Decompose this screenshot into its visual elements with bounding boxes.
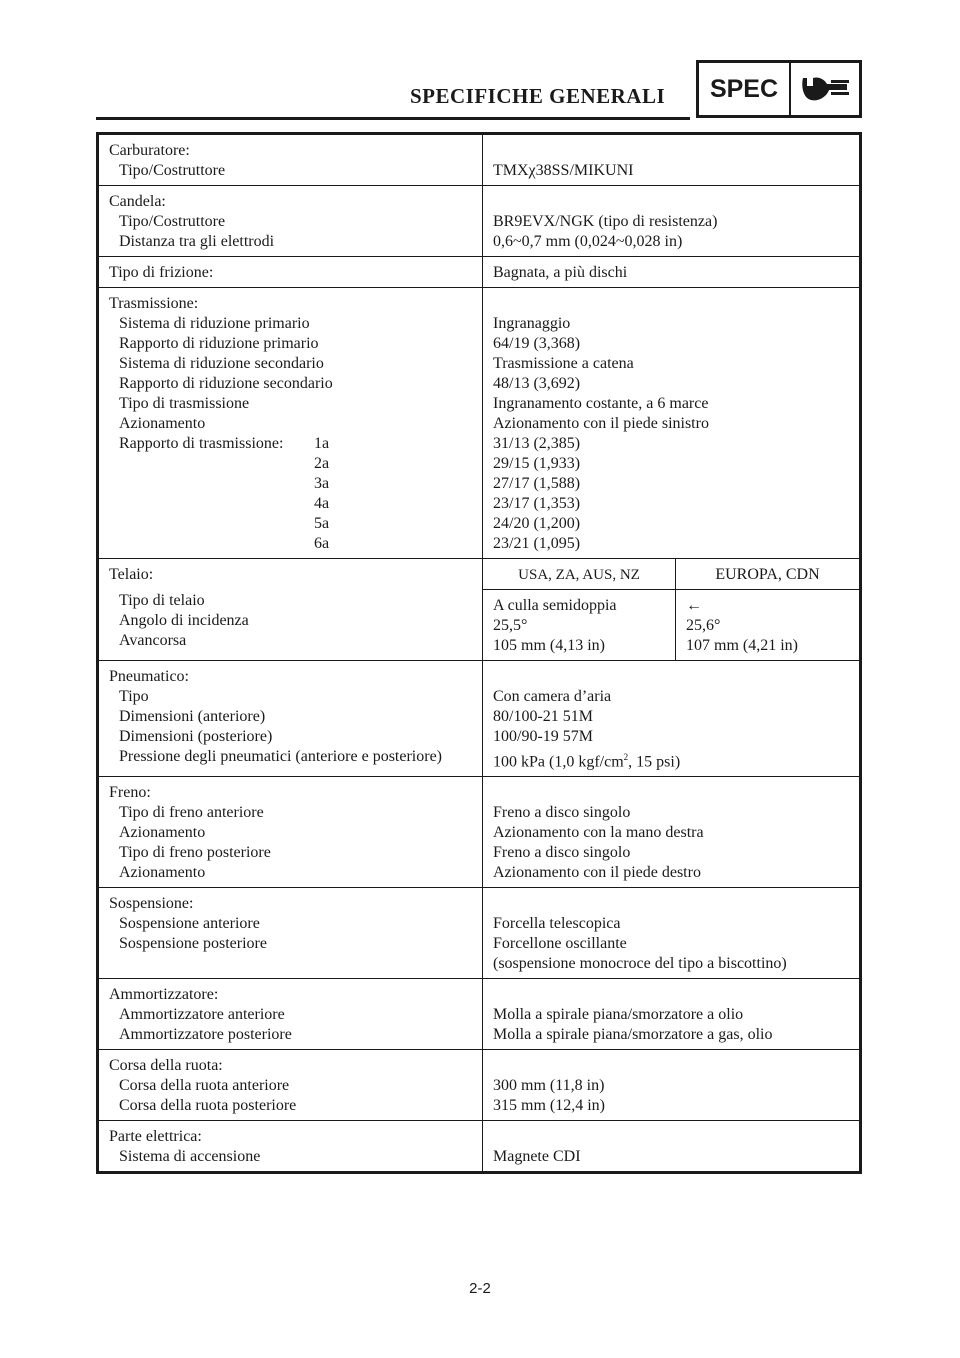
gear-ratio-value: 24/20 (1,200)	[493, 515, 581, 532]
section-corsa	[98, 1050, 861, 1121]
spec-label: Azionamento	[119, 864, 206, 882]
section-frizione	[98, 257, 861, 288]
spec-label: Tipo di telaio	[119, 592, 205, 609]
section-telaio	[98, 559, 861, 590]
spec-table	[96, 132, 862, 1174]
spec-label: Azionamento	[119, 824, 206, 842]
section-freno	[98, 777, 861, 888]
gear-ratio-value: 23/17 (1,353)	[493, 495, 581, 512]
spec-label: Tipo di trasmissione	[119, 395, 250, 412]
spec-value: 64/19 (3,368)	[493, 335, 581, 352]
spec-badge-label: SPEC	[699, 63, 791, 115]
spec-value: Freno a disco singolo	[493, 804, 631, 822]
section-carburatore	[98, 134, 861, 186]
spec-value: Azionamento con il piede sinistro	[493, 415, 709, 432]
spec-value: A culla semidoppia	[493, 597, 617, 614]
spec-value: 107 mm (4,21 in)	[686, 637, 798, 654]
spec-value: Azionamento con la mano destra	[493, 824, 704, 842]
section-ammortizzatore	[98, 979, 861, 1050]
section-trasmissione	[98, 288, 861, 559]
spec-value: TMXχ38SS/MIKUNI	[493, 162, 634, 179]
spec-label: Rapporto di riduzione primario	[119, 335, 319, 352]
spec-label: Distanza tra gli elettrodi	[119, 233, 275, 250]
spec-label: Angolo di incidenza	[119, 612, 249, 629]
gear-number: 5a	[314, 515, 330, 532]
spec-value: Molla a spirale piana/smorzatore a olio	[493, 1006, 744, 1024]
spec-value: 315 mm (12,4 in)	[493, 1097, 605, 1115]
spec-value: Trasmissione a catena	[493, 355, 634, 372]
header-rule	[96, 117, 690, 120]
spec-value: 25,5°	[493, 617, 528, 634]
spec-label: Sistema di riduzione primario	[119, 315, 310, 332]
section-title: Pneumatico:	[109, 668, 189, 685]
gear-number: 2a	[314, 455, 330, 472]
spec-label: Sistema di accensione	[119, 1148, 261, 1166]
spec-value: 100/90-19 57M	[493, 728, 593, 745]
spec-label: Tipo/Costruttore	[119, 162, 226, 179]
spec-value: 0,6~0,7 mm (0,024~0,028 in)	[493, 233, 683, 250]
section-title: Tipo di frizione:	[109, 264, 214, 281]
spec-value: 25,6°	[686, 617, 721, 634]
spec-value: 80/100-21 51M	[493, 708, 593, 725]
section-title: Parte elettrica:	[109, 1128, 202, 1146]
section-title: Sospensione:	[109, 895, 194, 913]
section-title: Carburatore:	[109, 142, 190, 159]
market-usa-header: USA, ZA, AUS, NZ	[483, 559, 676, 590]
section-title: Candela:	[109, 193, 166, 210]
section-title: Trasmissione:	[109, 295, 199, 312]
page-title: SPECIFICHE GENERALI	[410, 84, 666, 108]
section-sospensione	[98, 888, 861, 979]
spec-label: Ammortizzatore anteriore	[119, 1006, 285, 1024]
gear-ratio-value: 23/21 (1,095)	[493, 535, 581, 552]
section-title: Freno:	[109, 784, 151, 802]
section-title: Corsa della ruota:	[109, 1057, 223, 1075]
gear-ratio-label: Rapporto di trasmissione:	[119, 435, 284, 452]
section-title: Telaio:	[109, 566, 154, 583]
spec-value: Molla a spirale piana/smorzatore a gas, olio	[493, 1026, 773, 1044]
section-pneumatico	[98, 661, 861, 777]
spec-label: Tipo di freno anteriore	[119, 804, 264, 822]
gear-ratio-value: 31/13 (2,385)	[493, 435, 581, 452]
spec-note: (sospensione monocroce del tipo a biscottino)	[493, 955, 787, 973]
gear-number: 3a	[314, 475, 330, 492]
spec-value: Forcellone oscillante	[493, 935, 627, 953]
tire-pressure-value: 100 kPa (1,0 kgf/$cm^2$, 15 psi)	[493, 752, 681, 771]
market-europa-header: EUROPA, CDN	[676, 559, 861, 590]
gear-ratio-value: 27/17 (1,588)	[493, 475, 581, 492]
spec-label: Avancorsa	[119, 632, 187, 649]
spec-label: Tipo di freno posteriore	[119, 844, 271, 862]
spec-value: Ingranaggio	[493, 315, 571, 332]
spec-value: BR9EVX/NGK (tipo di resistenza)	[493, 213, 718, 230]
page-number: 2-2	[469, 1280, 491, 1297]
spec-label: Sistema di riduzione secondario	[119, 355, 324, 372]
spec-value: Con camera d’aria	[493, 688, 612, 705]
section-title: Ammortizzatore:	[109, 986, 219, 1004]
spec-label: Tipo/Costruttore	[119, 213, 226, 230]
spec-label: Rapporto di riduzione secondario	[119, 375, 333, 392]
spec-label: Dimensioni (anteriore)	[119, 708, 266, 725]
spec-value: 48/13 (3,692)	[493, 375, 581, 392]
gear-number: 4a	[314, 495, 330, 512]
spec-value: Freno a disco singolo	[493, 844, 631, 862]
spec-label: Dimensioni (posteriore)	[119, 728, 273, 745]
spec-label: Corsa della ruota anteriore	[119, 1077, 290, 1095]
spec-label: Corsa della ruota posteriore	[119, 1097, 297, 1115]
gear-number: 1a	[314, 435, 330, 452]
spec-value: Forcella telescopica	[493, 915, 621, 933]
spec-badge	[696, 60, 862, 118]
spec-value: Bagnata, a più dischi	[493, 264, 628, 281]
spec-value: Magnete CDI	[493, 1148, 581, 1166]
gear-ratio-value: 29/15 (1,933)	[493, 455, 581, 472]
section-elettrica	[98, 1121, 861, 1173]
spec-value: 105 mm (4,13 in)	[493, 637, 605, 654]
spec-label: Sospensione anteriore	[119, 915, 260, 933]
wrench-icon	[791, 63, 859, 115]
spec-label: Ammortizzatore posteriore	[119, 1026, 292, 1044]
spec-label: Tipo	[119, 688, 149, 705]
gear-number: 6a	[314, 535, 330, 552]
spec-value: ←	[686, 597, 702, 614]
spec-label: Pressione degli pneumatici (anteriore e posteriore)	[119, 748, 442, 765]
spec-label: Sospensione posteriore	[119, 935, 267, 953]
spec-value: Ingranamento costante, a 6 marce	[493, 395, 709, 412]
spec-value: Azionamento con il piede destro	[493, 864, 701, 882]
spec-value: 300 mm (11,8 in)	[493, 1077, 605, 1095]
spec-label: Azionamento	[119, 415, 206, 432]
section-candela	[98, 186, 861, 257]
